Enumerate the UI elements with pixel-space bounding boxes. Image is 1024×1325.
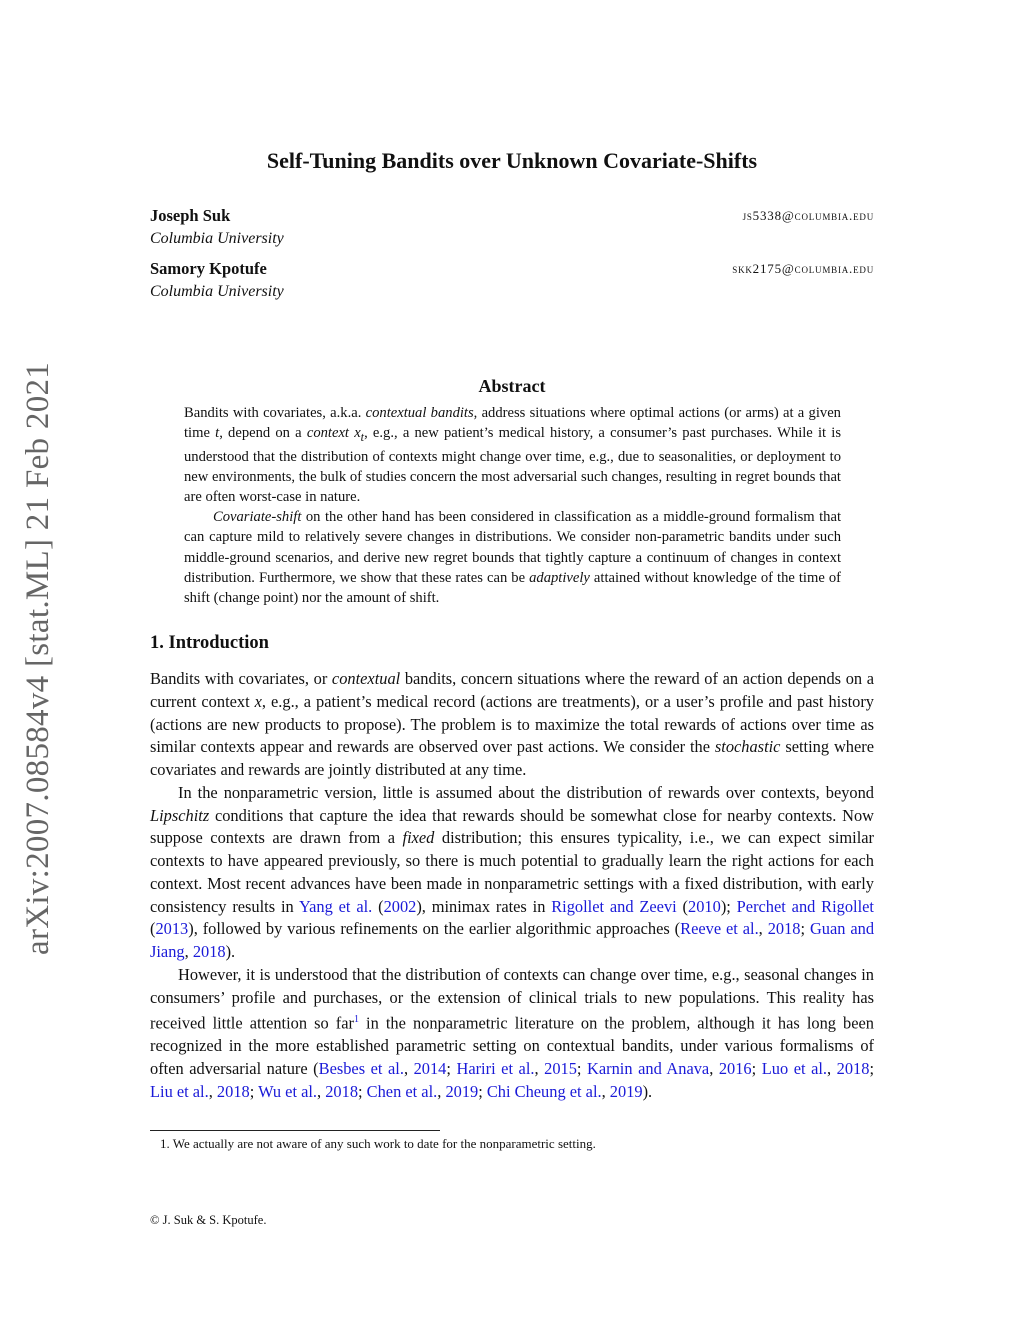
author-affiliation: Columbia University xyxy=(150,230,284,247)
abstract-heading: Abstract xyxy=(478,376,546,396)
citation-link[interactable]: Wu et al. xyxy=(258,1081,318,1101)
body-paragraph: In the nonparametric version, little is assumed about the distribution of rewards over contexts, beyond Lipschitz conditions that capture the idea that rewards should be somewhat close for nearby contexts. Now suppose contexts are drawn from a fixed distribution; this ensures typicality, i.e., we can expect similar contexts to have appeared previously, so there is much potential to gradually learn the right actions for each context. Most recent advances have been made in nonparametric settings with a fixed distribution, with early consistency results in Yang et al. (2002), minimax rates in Rigollet and Zeevi (2010); Perchet and Rigollet (2013), followed by various refinements on the earlier algorithmic approaches (Reeve et al., 2018; Guan and Jiang, 2018). xyxy=(150,782,875,961)
author-name: Samory Kpotufe xyxy=(150,259,267,278)
citation-link[interactable]: Besbes et al. xyxy=(318,1059,404,1079)
abstract-paragraph: Covariate-shift on the other hand has been considered in classification as a middle-ground formalism that can capture mild to relatively severe changes in distributions. We consider non-parametric bandits under such middle-ground scenarios, and derive new regret bounds that tightly capture a continuum of changes in context distribution. Furthermore, we show that these rates can be adaptively attained without knowledge of the time of shift (change point) nor the amount of shift. xyxy=(184,509,841,606)
citation-year-link[interactable]: 2016 xyxy=(718,1059,752,1079)
author-block-1 xyxy=(150,206,874,248)
citation-year-link[interactable]: 2015 xyxy=(544,1059,577,1079)
citation-link[interactable]: Guan and Jiang xyxy=(150,919,875,961)
citation-year-link[interactable]: 2002 xyxy=(383,896,417,916)
footnote: 1. We actually are not aware of any such work to date for the nonparametric setting. xyxy=(160,1136,596,1151)
citation-year-link[interactable]: 2014 xyxy=(413,1059,447,1079)
author-block-2 xyxy=(150,259,874,301)
author-affiliation: Columbia University xyxy=(150,283,284,300)
citation-link[interactable]: Chen et al. xyxy=(366,1081,438,1101)
body-paragraph: Bandits with covariates, or contextual bandits, concern situations where the reward of an action depends on a current context x, e.g., a patient’s medical record (actions are treatments), or a user’s profile and past history (actions are new products to propose). The problem is to maximize the total rewards of actions over time as similar contexts appear and rewards are observed over past actions. We consider the stochastic setting where covariates and rewards are jointly distributed at any time. xyxy=(150,669,874,779)
citation-year-link[interactable]: 2019 xyxy=(609,1081,643,1101)
body-paragraph: However, it is understood that the distribution of contexts can change over time, e.g., seasonal changes in consumers’ profile and purchases, or the extension of clinical trials to new populations. This reality has received little attention so far$^1$ in the nonparametric literature on the problem, although it has long been recognized in the more established parametric setting on contextual bandits, under various formalisms of often adversarial nature (Besbes et al., 2014; Hariri et al., 2015; Karnin and Anava, 2016; Luo et al., 2018; Liu et al., 2018; Wu et al., 2018; Chen et al., 2019; Chi Cheung et al., 2019). xyxy=(150,964,874,1101)
citation-link[interactable]: Yang et al. xyxy=(298,896,373,916)
citation-link[interactable]: Hariri et al. xyxy=(456,1059,535,1079)
arxiv-identifier: arXiv:2007.08584v4 [stat.ML] 21 Feb 2021 xyxy=(20,361,56,955)
paper-title: Self-Tuning Bandits over Unknown Covariate-Shifts xyxy=(266,148,758,173)
citation-year-link[interactable]: 2019 xyxy=(445,1081,479,1101)
citation-year-link[interactable]: 2018 xyxy=(325,1081,359,1101)
citation-link[interactable]: Liu et al. xyxy=(150,1081,209,1101)
footnote-rule xyxy=(150,1130,440,1131)
abstract-body xyxy=(184,403,841,608)
citation-year-link[interactable]: 2018 xyxy=(836,1059,870,1079)
abstract-paragraph: Bandits with covariates, a.k.a. contextual bandits, address situations where optimal actions (or arms) at a given time t, depend on a context $x_t$, e.g., a new patient’s medical history, a consumer’s past purchases. While it is understood that the distribution of contexts might change over time, e.g., due to seasonalities, or deployment to new environments, the bulk of studies concern the most adversarial such changes, resulting in regret bounds that are often worst-case in nature. xyxy=(184,405,842,506)
citation-year-link[interactable]: 2018 xyxy=(767,919,801,939)
citation-year-link[interactable]: 2018 xyxy=(192,942,226,961)
author-name: Joseph Suk xyxy=(150,206,231,225)
introduction-body xyxy=(150,668,874,1104)
citation-link[interactable]: Reeve et al. xyxy=(680,919,759,939)
author-email[interactable]: js5338@columbia.edu xyxy=(742,208,874,223)
citation-link[interactable]: Luo et al. xyxy=(761,1059,827,1079)
copyright-notice: © J. Suk & S. Kpotufe. xyxy=(150,1213,267,1227)
author-email[interactable]: skk2175@columbia.edu xyxy=(732,261,874,276)
citation-link[interactable]: Karnin and Anava xyxy=(587,1059,710,1079)
citation-year-link[interactable]: 2018 xyxy=(216,1081,250,1101)
citation-link[interactable]: Chi Cheung et al. xyxy=(486,1081,602,1101)
citation-list: Besbes et al., 2014; Hariri et al., 2015; Karnin and Anava, 2016; Luo et al., 2018; Liu et al., 2018; Wu et al., 2018; Chen et al., 2019; Chi Cheung et al., 2019 xyxy=(150,1059,874,1101)
citation-year-link[interactable]: 2013 xyxy=(155,919,189,939)
citation-link[interactable]: Perchet and Rigollet xyxy=(736,896,874,916)
footnote-marker[interactable]: 1 xyxy=(353,1014,359,1026)
section-heading: 1. Introduction xyxy=(150,633,269,653)
citation-year-link[interactable]: 2010 xyxy=(688,896,721,916)
citation-link[interactable]: Rigollet and Zeevi xyxy=(551,896,677,916)
